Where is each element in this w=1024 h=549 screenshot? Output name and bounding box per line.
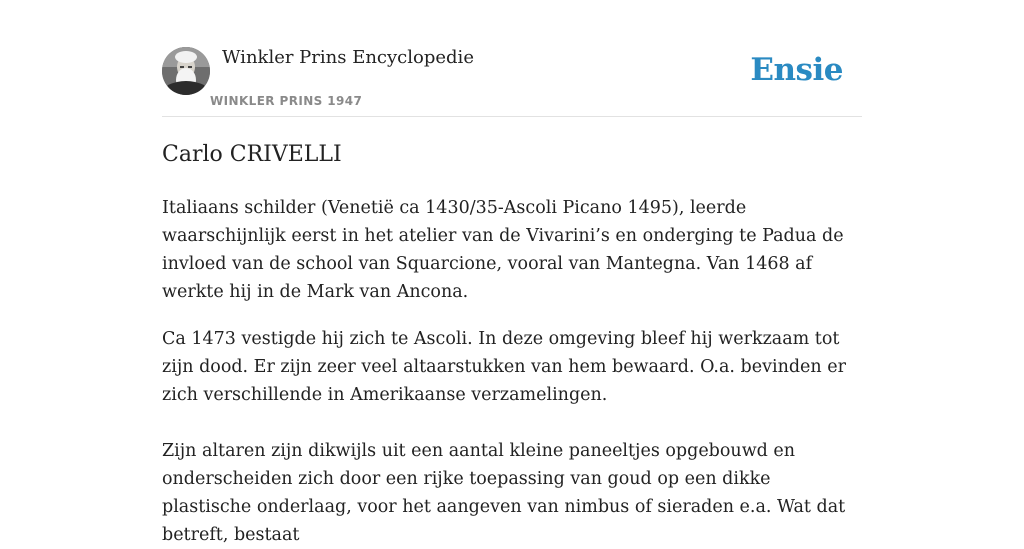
ensie-logo[interactable]: Ensie (750, 52, 843, 88)
article-paragraph: Ca 1473 vestigde hij zich te Ascoli. In deze omgeving bleef hij werkzaam tot zijn dood. Er zijn zeer veel altaarstukken van hem bewaard. O.a. bevinden er zich verschillende in Amerikaanse verzamelingen. (162, 329, 846, 405)
article-paragraph: Italiaans schilder (Venetië ca 1430/35-Ascoli Picano 1495), leerde waarschijnlijk eerst in het atelier van de Vivarini’s en onderging te Padua de invloed van de school van Squarcione, vooral van Mantegna. Van 1468 af werkte hij in de Mark van Ancona. (162, 198, 844, 302)
source-subtitle[interactable]: WINKLER PRINS 1947 (210, 94, 363, 108)
source-title[interactable]: Winkler Prins Encyclopedie (222, 47, 474, 68)
article (162, 140, 862, 549)
portrait-icon (162, 47, 210, 95)
article-paragraph: Zijn altaren zijn dikwijls uit een aantal kleine paneeltjes opgebouwd en onderscheiden zich door een rijke toepassing van goud op een dikke plastische onderlaag, voor het aangeven van nimbus of sieraden e.a. Wat dat betreft, bestaat (162, 441, 846, 545)
source-header (162, 44, 862, 117)
article-title: Carlo CRIVELLI (162, 142, 342, 167)
source-avatar[interactable] (162, 47, 210, 95)
